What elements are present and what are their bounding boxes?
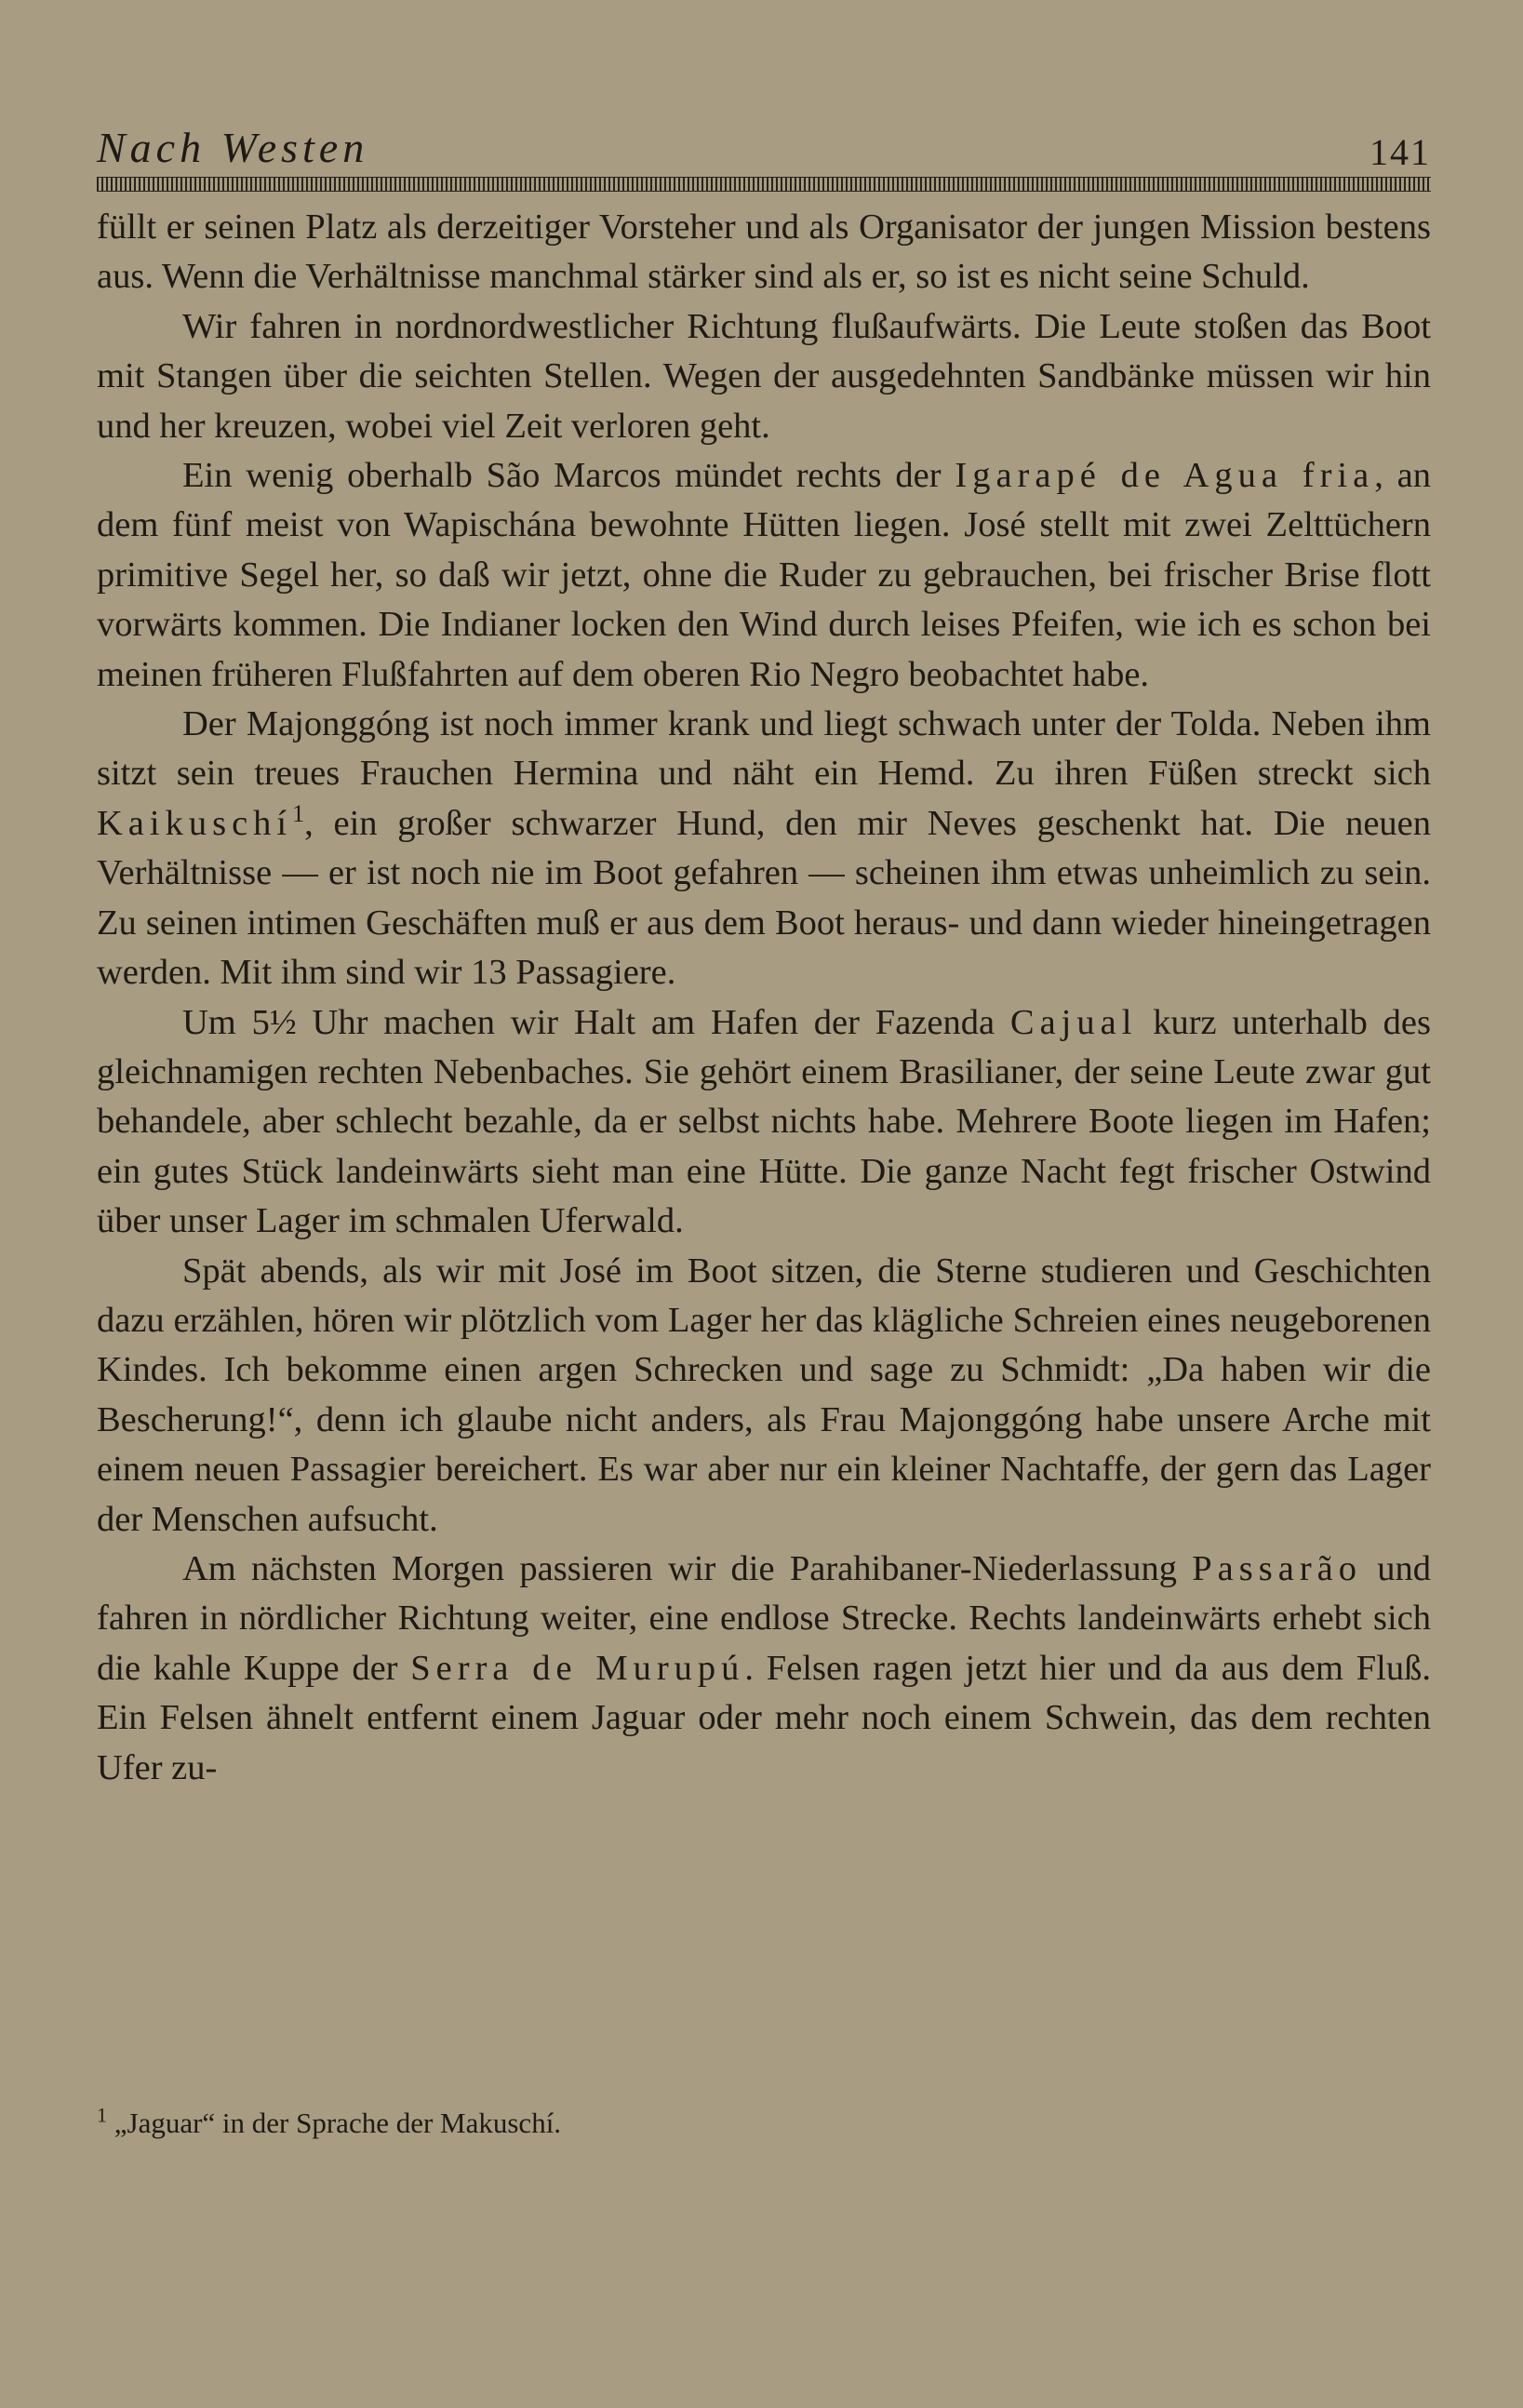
paragraph-7-text-a: Am nächsten Morgen passieren wir die Parahibaner-Niederlassung [182, 1548, 1193, 1588]
footnote-text: „Jaguar“ in der Sprache der Makuschí. [114, 2107, 562, 2139]
place-name-serra: Serra de Murupú [410, 1648, 745, 1688]
place-name-passarao: Passarão [1192, 1548, 1362, 1588]
paragraph-4 [97, 700, 1431, 997]
paragraph-1: füllt er seinen Platz als derzeitiger Vorsteher und als Organisator der jungen Mission bestens aus. Wenn die Verhältnisse manchmal stärker sind als er, so ist es nicht seine Schuld. [97, 207, 1431, 297]
footnote-number: 1 [97, 2103, 107, 2127]
paragraph-4-text-a: Der Majonggóng ist noch immer krank und liegt schwach unter der Tolda. Neben ihm sitzt sein treues Frauchen Hermina und näht ein Hemd. Zu ihren Füßen streckt sich [97, 704, 1431, 794]
paragraph-7 [97, 1545, 1431, 1793]
paragraph-7-text-b: und fahren in nördlicher Richtung weiter, eine endlose Strecke. Rechts landeinwärts erhebt sich die kahle Kuppe der [97, 1548, 1431, 1688]
place-name-igarape: Igarapé de Agua fria [955, 456, 1375, 496]
paragraph-5-text-a: Um 5½ Uhr machen wir Halt am Hafen der Fazenda [182, 1002, 1010, 1042]
paragraph-6: Spät abends, als wir mit José im Boot sitzen, die Sterne studieren und Geschichten dazu erzählen, hören wir plötzlich vom Lager her das klägliche Schreien eines neugeborenen Kindes. Ich bekomme einen argen Schrecken und sage zu Schmidt: „Da haben wir die Bescherung!“, denn ich glaube nicht anders, als Frau Majonggóng habe unsere Arche mit einem neuen Passagier bereichert. Es war aber nur ein kleiner Nachtaffe, der gern das Lager der Menschen aufsucht. [97, 1251, 1431, 1539]
page-number: 141 [1369, 131, 1431, 173]
paragraph-7-text-c: . Felsen ragen jetzt hier und da aus dem Fluß. Ein Felsen ähnelt entfernt einem Jaguar oder mehr noch einem Schwein, das dem rechten Ufer zu- [97, 1648, 1431, 1787]
paragraph-3-text-b: , an dem fünf meist von Wapischána bewohnte Hütten liegen. José stellt mit zwei Zelttüchern primitive Segel her, so daß wir jetzt, ohne die Ruder zu gebrauchen, bei frischer Brise flott vorwärts kommen. Die Indianer locken den Wind durch leises Pfeifen, wie ich es schon bei meinen früheren Flußfahrten auf dem oberen Rio Negro beobachtet habe. [97, 456, 1431, 694]
paragraph-5 [97, 998, 1431, 1247]
place-name-cajual: Cajual [1009, 1002, 1138, 1042]
paragraph-3 [97, 451, 1431, 700]
paragraph-4-text-b: , ein großer schwarzer Hund, den mir Neves geschenkt hat. Die neuen Verhältnisse — er ist noch nie im Boot gefahren — scheinen ihm etwas unheimlich zu sein. Zu seinen intimen Geschäften muß er aus dem Boot heraus- und dann wieder hineingetragen werden. Mit ihm sind wir 13 Passagiere. [97, 803, 1431, 993]
running-head [97, 123, 1431, 179]
header-rule [97, 177, 1431, 192]
dog-name-kaikuschi: Kaikuschí [97, 803, 293, 843]
running-title: Nach Westen [97, 124, 369, 171]
paragraph-5-text-b: kurz unterhalb des gleichnamigen rechten Nebenbaches. Sie gehört einem Brasilianer, der seine Leute zwar gut behandele, aber schlecht bezahle, da er selbst nichts habe. Mehrere Boote liegen im Hafen; ein gutes Stück landeinwärts sieht man eine Hütte. Die ganze Nacht fegt frischer Ostwind über unser Lager im schmalen Uferwald. [97, 1002, 1432, 1241]
paragraph-3-text-a: Ein wenig oberhalb São Marcos mündet rechts der [182, 456, 955, 496]
body-text [97, 203, 1431, 1793]
footnote-marker: 1 [292, 800, 305, 828]
footnote [97, 2105, 1431, 2142]
paragraph-2: Wir fahren in nordnordwestlicher Richtung flußaufwärts. Die Leute stoßen das Boot mit Stangen über die seichten Stellen. Wegen der ausgedehnten Sandbänke müssen wir hin und her kreuzen, wobei viel Zeit verloren geht. [97, 306, 1431, 446]
